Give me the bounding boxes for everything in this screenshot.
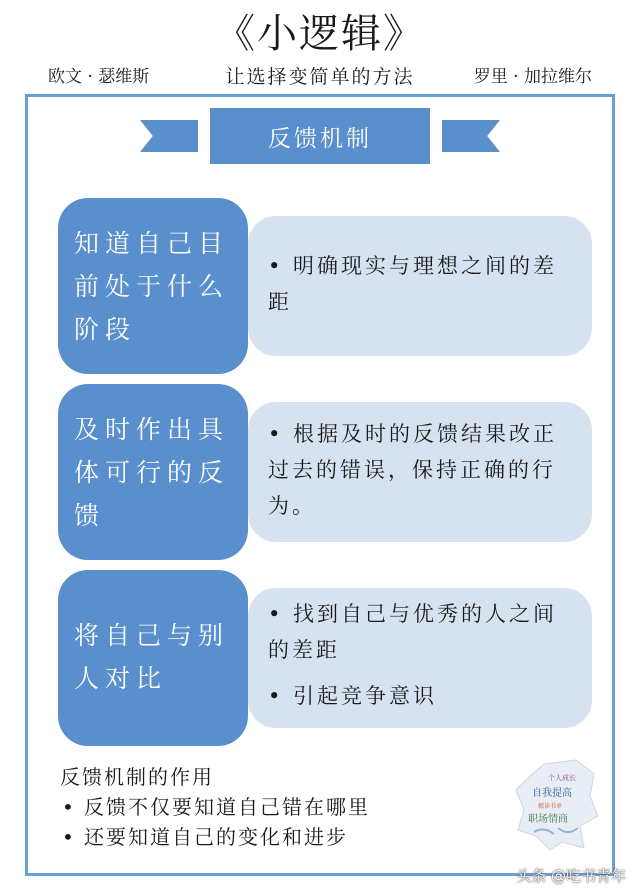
row-points	[268, 248, 578, 330]
feedback-row-1	[58, 198, 592, 374]
feedback-row-3	[58, 570, 592, 746]
summary-title: 反馈机制的作用	[60, 765, 214, 789]
summary-item: • 还要知道自己的变化和进步	[60, 822, 370, 852]
page-title: 《小逻辑》	[215, 11, 425, 57]
row-tag: 及时作出具体可行的反馈	[58, 384, 248, 560]
summary-section	[60, 762, 370, 852]
ribbon-tail-right	[442, 120, 500, 152]
ribbon-tail-left	[140, 120, 198, 152]
feedback-row-2	[58, 384, 592, 560]
point-text: • 引起竞争意识	[268, 684, 438, 708]
word-cloud-word: 职场情商	[528, 814, 568, 825]
summary-item: • 反馈不仅要知道自己错在哪里	[60, 792, 370, 822]
watermark: 头条 @吃书青年	[516, 867, 626, 885]
author-right: 罗里 · 加拉维尔	[473, 67, 592, 87]
word-cloud-word: 个人成长	[548, 774, 576, 782]
word-cloud-word: 自我提高	[532, 788, 572, 799]
point-text: • 明确现实与理想之间的差距	[268, 254, 558, 314]
point-text: • 找到自己与优秀的人之间的差距	[268, 602, 558, 662]
author-left: 欧文 · 瑟维斯	[48, 67, 150, 87]
row-tag: 将自己与别人对比	[58, 570, 248, 746]
row-tag: 知道自己目前处于什么阶段	[58, 198, 248, 374]
word-cloud-logo	[514, 756, 598, 852]
summary-list	[60, 792, 370, 852]
section-title: 反馈机制	[210, 108, 430, 164]
row-points	[268, 416, 578, 534]
word-cloud-word: 精读书单	[538, 803, 563, 810]
subtitle: 让选择变简单的方法	[225, 66, 415, 88]
section-ribbon	[140, 108, 500, 164]
point-text: • 根据及时的反馈结果改正过去的错误，保持正确的行为。	[268, 422, 558, 518]
row-points	[268, 596, 578, 724]
